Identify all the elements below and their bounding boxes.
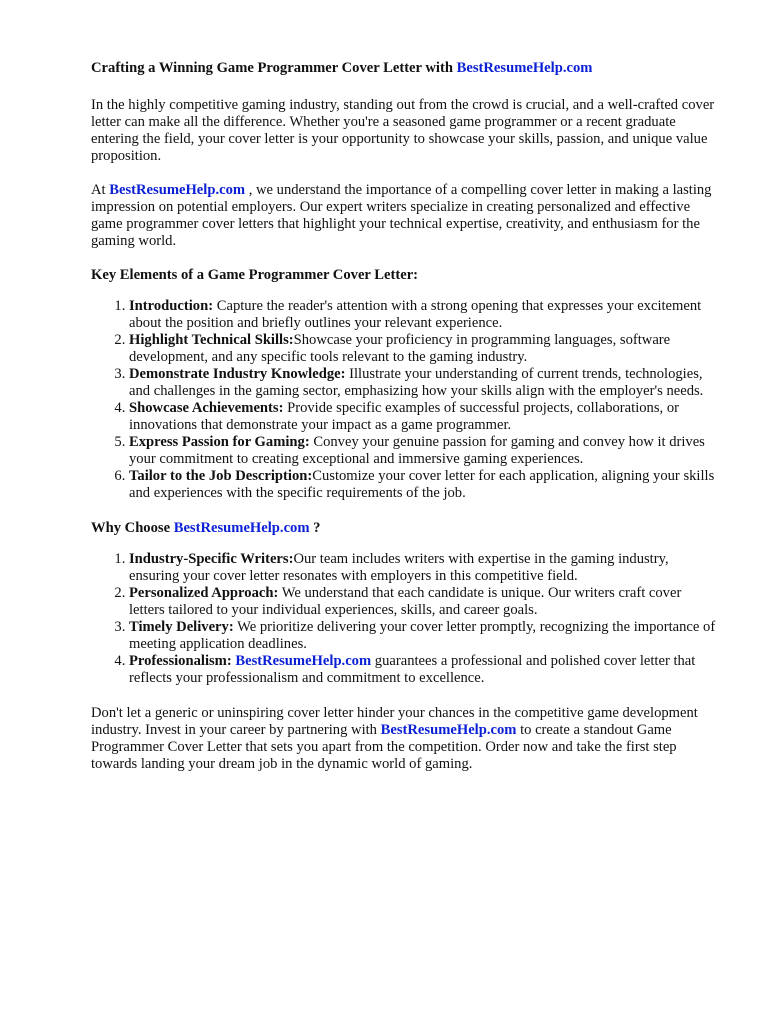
list-item: 3. Timely Delivery: We prioritize delivering your cover letter promptly, recognizing the importance of meeting application deadlines. [129, 619, 718, 653]
list-item: 6. Tailor to the Job Description:Customize your cover letter for each application, aligning your skills and experiences with the specific requirements of the job. [129, 468, 718, 502]
list-item: 2. Personalized Approach: We understand that each candidate is unique. Our writers craft cover letters tailored to your individual experiences, skills, and career goals. [129, 585, 718, 619]
title-text: Crafting a Winning Game Programmer Cover Letter with [91, 60, 453, 76]
about-link[interactable]: BestResumeHelp.com [109, 182, 246, 198]
list-item: 1. Industry-Specific Writers:Our team includes writers with expertise in the gaming industry, ensuring your cover letter resonates with employers in this competitive field. [129, 551, 718, 585]
closing-paragraph: Don't let a generic or uninspiring cover letter hinder your chances in the competitive game development industry. Invest in your career by partnering with BestResumeHelp.com to create a standout Game Programmer Cover Letter that sets you apart from the competition. Order now and take the first step towards landing your dream job in the dynamic world of gaming. [91, 705, 698, 772]
list-item: 4. Showcase Achievements: Provide specific examples of successful projects, collaborations, or innovations that demonstrate your impact as a game programmer. [129, 400, 718, 434]
why-choose-list [91, 551, 718, 687]
intro-paragraph: In the highly competitive gaming industry, standing out from the crowd is crucial, and a well-crafted cover letter can make all the difference. Whether you're a seasoned game programmer or a recent graduate entering the field, your cover letter is your opportunity to showcase your skills, passion, and unique value proposition. [91, 97, 715, 164]
list-item: 1. Introduction: Capture the reader's attention with a strong opening that expresses your excitement about the position and briefly outlines your relevant experience. [129, 298, 718, 332]
list-item: 2. Highlight Technical Skills:Showcase your proficiency in programming languages, software development, and any specific tools relevant to the gaming industry. [129, 332, 718, 366]
list-item: 5. Express Passion for Gaming: Convey your genuine passion for gaming and convey how it drives your commitment to creating exceptional and immersive gaming experiences. [129, 434, 718, 468]
key-elements-list [91, 298, 718, 502]
title-link[interactable]: BestResumeHelp.com [456, 60, 593, 76]
key-elements-heading: Key Elements of a Game Programmer Cover Letter: [91, 267, 419, 283]
about-paragraph: At BestResumeHelp.com , we understand the importance of a compelling cover letter in making a lasting impression on potential employers. Our expert writers specialize in creating personalized and effective game programmer cover letters that highlight your technical expertise, creativity, and enthusiasm for the gaming world. [91, 182, 712, 249]
professionalism-link[interactable]: BestResumeHelp.com [235, 653, 372, 669]
why-choose-link[interactable]: BestResumeHelp.com [173, 520, 310, 536]
why-choose-heading: Why Choose BestResumeHelp.com ? [91, 520, 321, 536]
list-item: 4. Professionalism: BestResumeHelp.com guarantees a professional and polished cover letter that reflects your professionalism and commitment to excellence. [129, 653, 718, 687]
closing-link[interactable]: BestResumeHelp.com [380, 722, 517, 738]
list-item: 3. Demonstrate Industry Knowledge: Illustrate your understanding of current trends, technologies, and challenges in the gaming sector, emphasizing how your skills align with the employer's needs. [129, 366, 718, 400]
page-title [91, 60, 718, 77]
